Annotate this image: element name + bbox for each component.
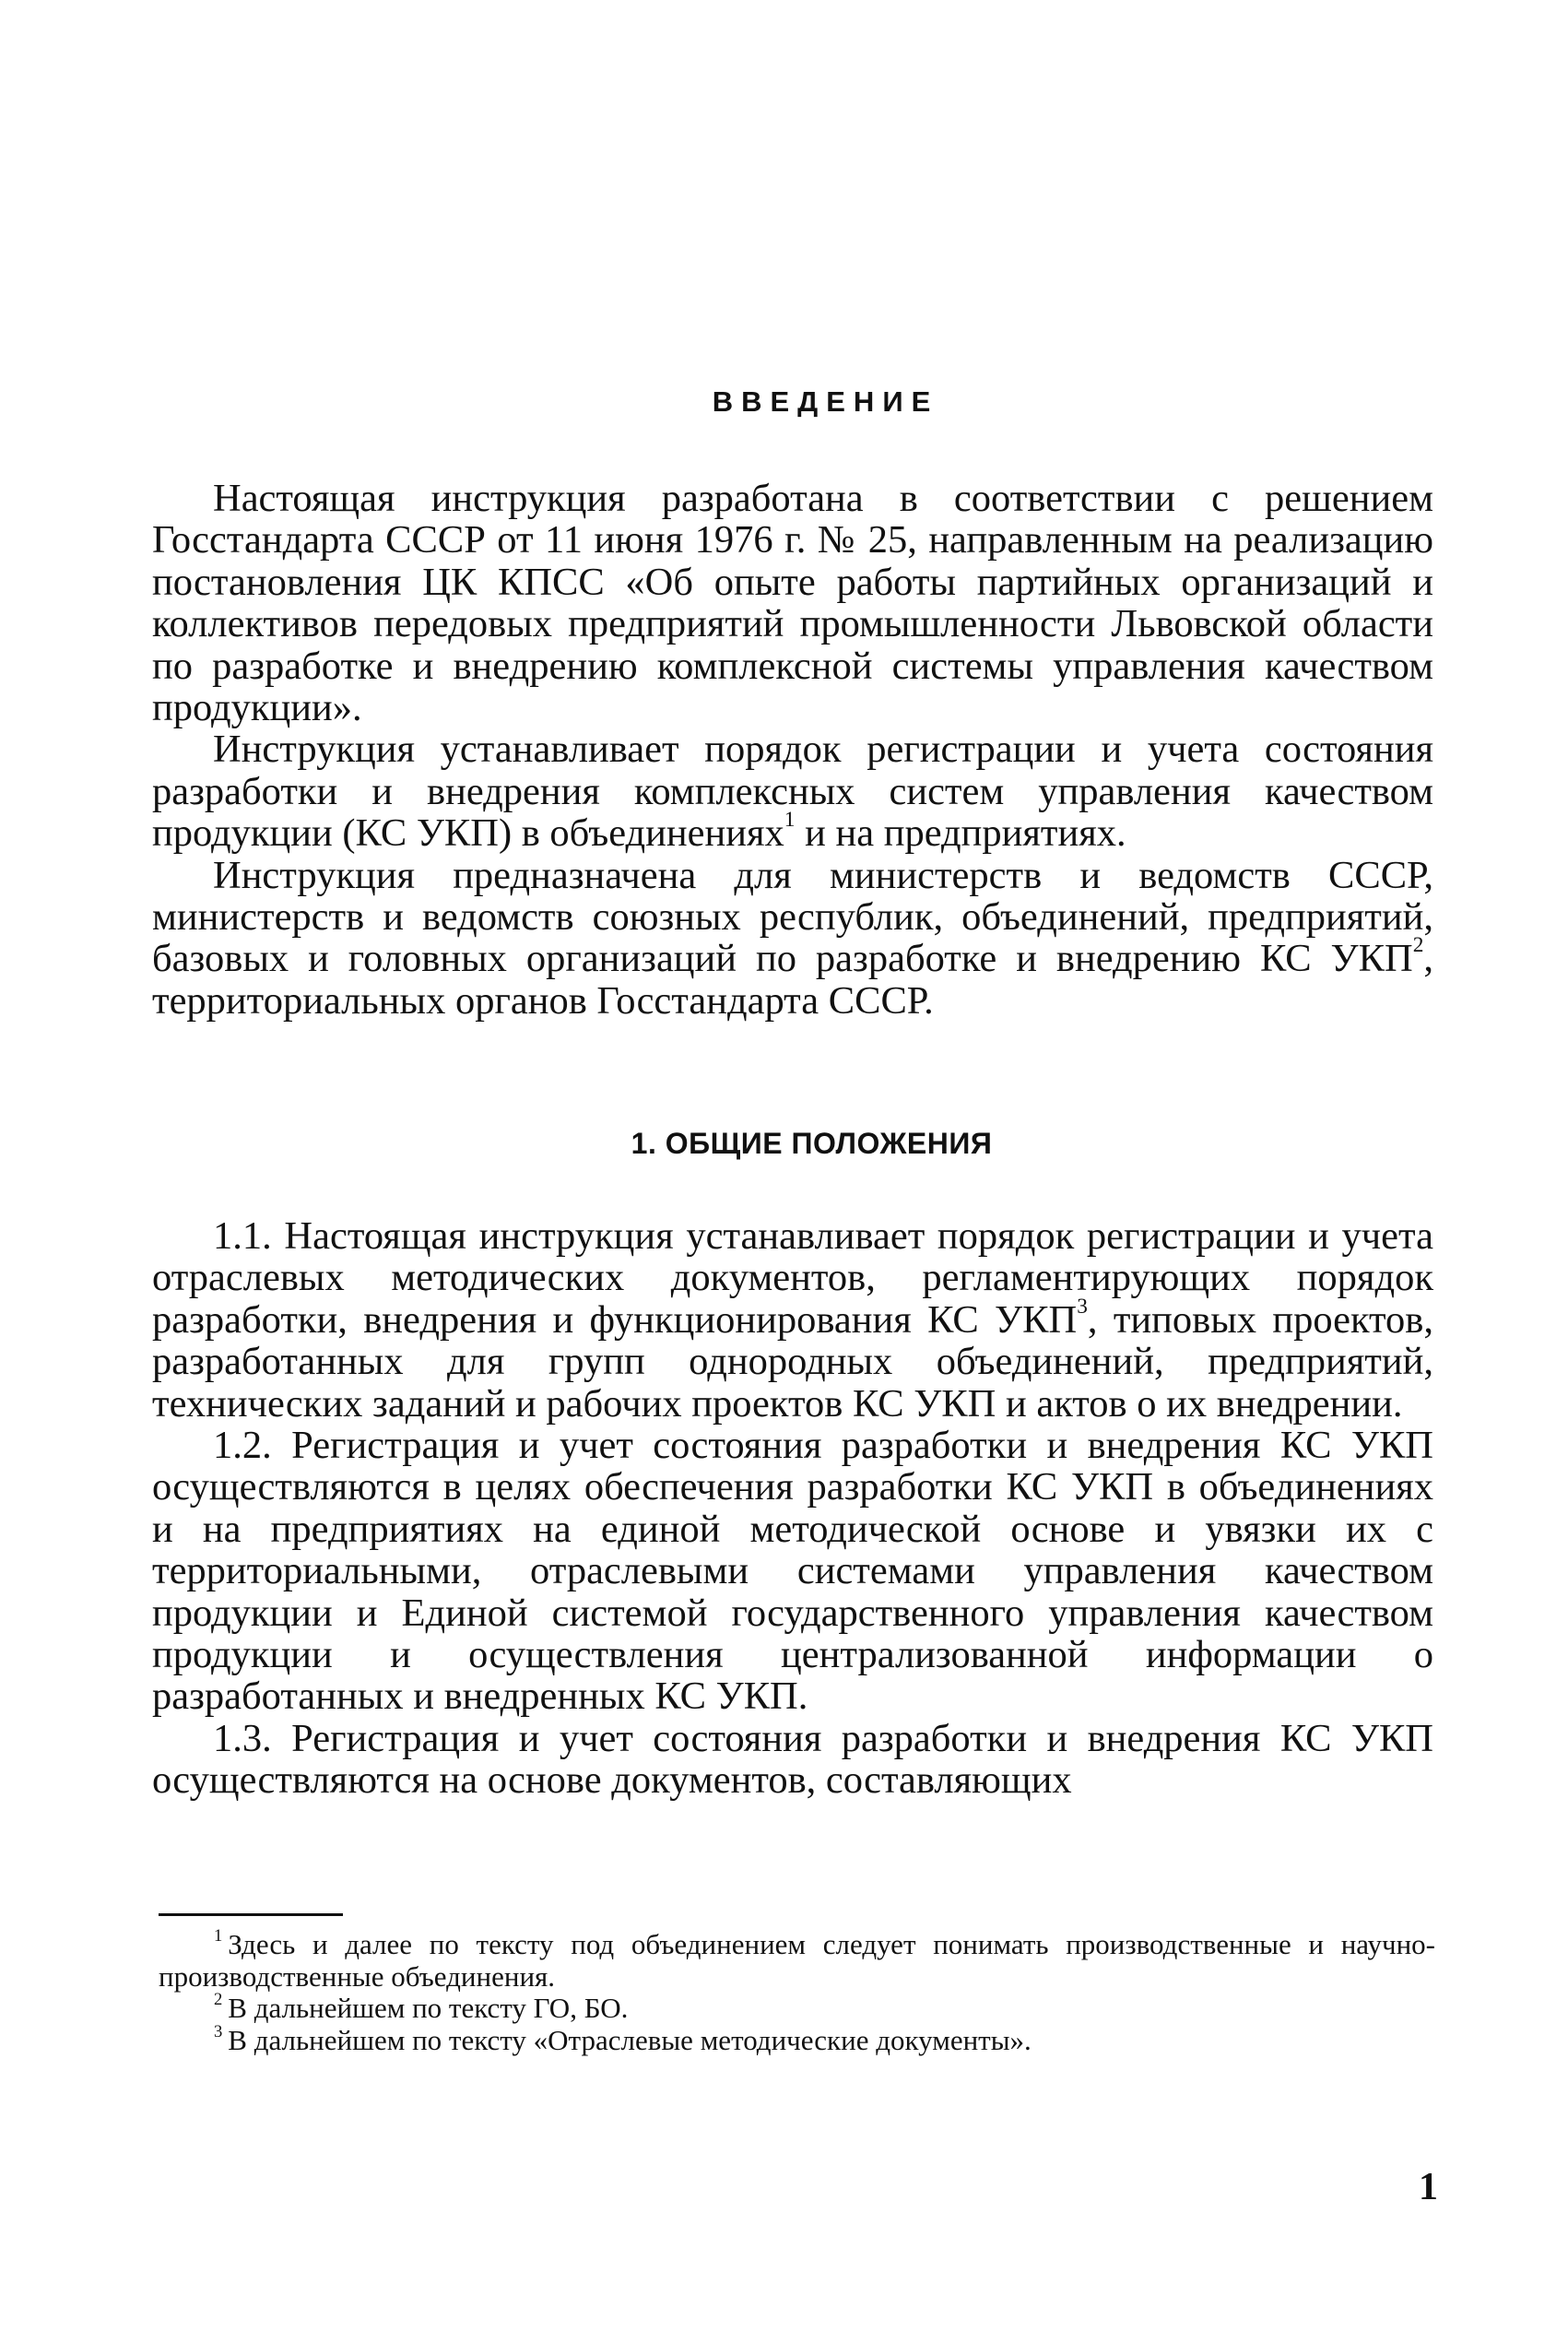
section-1-body	[152, 1215, 1433, 1802]
clause-1-1-text: 1.1. Настоящая инструкция устанавливает порядок регистрации и учета отраслевых методических документов, регламентирующих порядок разработки, внедрения и функционирования КС УКП	[152, 1214, 1433, 1342]
clause-1-3: 1.3. Регистрация и учет состояния разработки и внедрения КС УКП осуществляются на основе документов, составляющих	[152, 1716, 1433, 1803]
intro-paragraph-3-text: Инструкция предназначена для министерств и ведомств СССР, министерств и ведомств союзных республик, объединений, предприятий, базовых и головных организаций по разработке и внедрению КС УКП	[152, 853, 1433, 981]
intro-paragraph-2-tail: и на предприятиях.	[795, 811, 1126, 856]
introduction-heading: ВВЕДЕНИЕ	[712, 385, 939, 418]
footnote-1-text: Здесь и далее по тексту под объединением следует понимать производственные и научно-производственные объединения.	[159, 1928, 1435, 1993]
footnote-3-text: В дальнейшем по тексту «Отраслевые методические документы».	[228, 2023, 1032, 2056]
intro-paragraph-2-text: Инструкция устанавливает порядок регистрации и учета состояния разработки и внедрения комплексных систем управления качеством продукции (КС УКП) в объединениях	[152, 728, 1433, 856]
footnotes	[159, 1926, 1435, 2056]
footnote-separator	[159, 1913, 343, 1916]
footnote-ref-1: 1	[784, 808, 796, 833]
intro-paragraph-3	[152, 855, 1433, 1023]
section-1-heading: 1. ОБЩИЕ ПОЛОЖЕНИЯ	[631, 1127, 993, 1160]
clause-1-1-tail: , типовых проектов, разработанных для групп однородных объединений, предприятий, технических заданий и рабочих проектов КС УКП и актов о их внедрении.	[152, 1297, 1433, 1426]
page-number: 1	[1419, 2166, 1438, 2208]
footnote-2-text: В дальнейшем по тексту ГО, БО.	[228, 1992, 629, 2024]
footnote-3-mark: 3	[214, 2021, 223, 2041]
footnote-1-mark: 1	[214, 1926, 223, 1946]
intro-paragraph-2	[152, 728, 1433, 854]
footnote-ref-3: 3	[1077, 1294, 1088, 1319]
clause-1-2: 1.2. Регистрация и учет состояния разработки и внедрения КС УКП осуществляются в целях обеспечения разработки КС УКП в объединениях и на предприятиях на единой методической основе и увязки их с территориальными, отраслевыми системами управления качеством продукции и Единой системой государственного управления качеством продукции и осуществления централизованной информации о разработанных и внедренных КС УКП.	[152, 1424, 1433, 1719]
footnote-ref-2: 2	[1412, 933, 1424, 958]
footnote-2	[159, 1990, 1435, 2025]
footnote-3	[159, 2021, 1435, 2057]
introduction-body	[152, 478, 1433, 1022]
intro-paragraph-3-tail: , территориальных органов Госстандарта СССР.	[152, 937, 1433, 1023]
footnote-1	[159, 1926, 1435, 1993]
footnote-2-mark: 2	[214, 1990, 223, 2010]
clause-1-1	[152, 1215, 1433, 1425]
intro-paragraph-1: Настоящая инструкция разработана в соответствии с решением Госстандарта СССР от 11 июня 1976 г. № 25, направленным на реализацию постановления ЦК КПСС «Об опыте работы партийных организаций и коллективов передовых предприятий промышленности Львовской области по разработке и внедрению комплексной системы управления качеством продукции».	[152, 477, 1433, 730]
